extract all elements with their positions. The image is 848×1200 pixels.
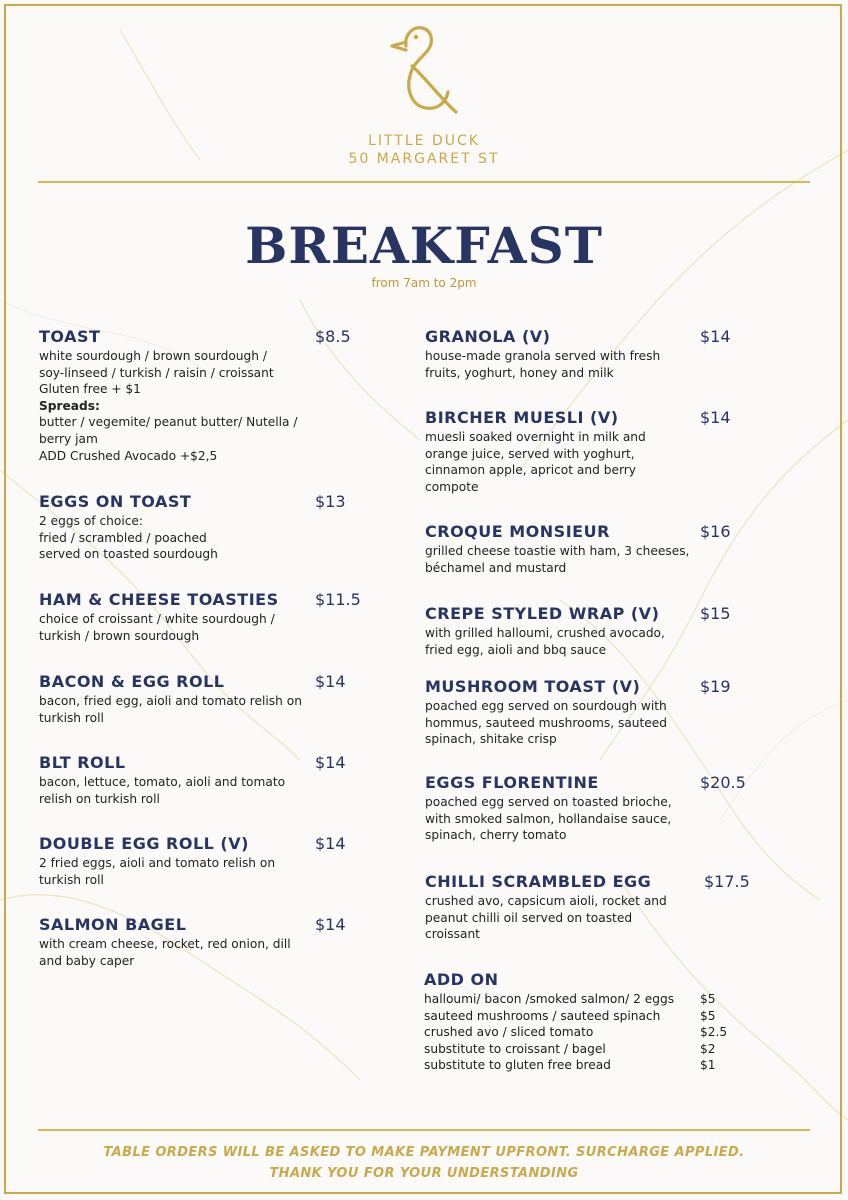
item-name: EGGS FLORENTINE xyxy=(425,773,599,792)
description-line: turkish roll xyxy=(39,872,104,887)
item-description xyxy=(425,625,755,658)
footer-notice-line1: TABLE ORDERS WILL BE ASKED TO MAKE PAYMENT UPFRONT. SURCHARGE APPLIED. xyxy=(103,1145,745,1160)
menu-item-eggs-on-toast xyxy=(39,492,369,563)
item-description xyxy=(425,893,755,943)
add-on-item: substitute to croissant / bagel xyxy=(424,1041,606,1056)
item-price: $20.5 xyxy=(700,773,746,792)
add-on-list xyxy=(424,991,744,1074)
description-line: house-made granola served with fresh xyxy=(425,349,661,363)
menu-item-mushroom-toast-v xyxy=(425,677,755,748)
description-line: ADD Crushed Avocado +$2,5 xyxy=(39,448,218,463)
item-name: BIRCHER MUESLI (V) xyxy=(425,408,619,427)
add-on-title: ADD ON xyxy=(424,970,499,989)
menu-title: BREAKFAST xyxy=(245,216,603,275)
menu-item-bacon-and-egg-roll xyxy=(39,672,369,726)
add-on-row xyxy=(424,991,744,1008)
description-line: peanut chilli oil served on toasted xyxy=(425,910,633,925)
item-description xyxy=(39,774,369,807)
add-on-item: halloumi/ bacon /smoked salmon/ 2 eggs xyxy=(424,992,675,1006)
header-divider xyxy=(38,181,810,183)
add-on-item: sauteed mushrooms / sauteed spinach xyxy=(424,1008,661,1023)
description-line: croissant xyxy=(425,927,480,942)
description-line: grilled cheese toastie with ham, 3 cheeses, xyxy=(425,544,690,558)
menu-item-ham-and-cheese-toasties xyxy=(39,590,369,644)
add-on-price: $5 xyxy=(700,1008,716,1023)
add-on-item: crushed avo / sliced tomato xyxy=(424,1025,594,1040)
menu-item-crepe-styled-wrap-v xyxy=(425,604,755,658)
description-line: hommus, sauteed mushrooms, sauteed xyxy=(425,715,668,730)
item-name: BACON & EGG ROLL xyxy=(39,672,225,691)
item-description xyxy=(425,543,755,576)
item-price: $8.5 xyxy=(315,327,351,346)
menu-item-toast xyxy=(39,327,369,464)
add-on-row xyxy=(424,1041,744,1058)
item-price: $14 xyxy=(315,672,346,691)
item-description xyxy=(39,693,369,726)
item-name: CHILLI SCRAMBLED EGG xyxy=(425,872,652,891)
menu-item-croque-monsieur xyxy=(425,522,755,576)
description-line: and baby caper xyxy=(39,953,135,968)
item-price: $14 xyxy=(315,834,346,853)
description-line: with smoked salmon, hollandaise sauce, xyxy=(425,811,672,826)
description-line: spinach, shitake crisp xyxy=(425,732,557,747)
description-line: bacon, lettuce, tomato, aioli and tomato xyxy=(39,775,286,789)
description-line: fried / scrambled / poached xyxy=(39,530,207,545)
item-price: $14 xyxy=(700,408,731,427)
add-on-row xyxy=(424,1024,744,1041)
item-name: MUSHROOM TOAST (V) xyxy=(425,677,641,696)
item-name: GRANOLA (V) xyxy=(425,327,551,346)
menu-item-eggs-florentine xyxy=(425,773,755,844)
description-line: served on toasted sourdough xyxy=(39,547,218,562)
add-on-section xyxy=(424,970,744,1074)
description-line: fruits, yoghurt, honey and milk xyxy=(425,365,614,380)
add-on-row xyxy=(424,1057,744,1074)
description-line: white sourdough / brown sourdough / xyxy=(39,349,267,363)
item-name: DOUBLE EGG ROLL (V) xyxy=(39,834,249,853)
item-description xyxy=(39,855,369,888)
add-on-row xyxy=(424,1008,744,1025)
description-line: fried egg, aioli and bbq sauce xyxy=(425,642,607,657)
description-line: béchamel and mustard xyxy=(425,560,567,575)
brand-name: LITTLE DUCK xyxy=(368,133,480,149)
item-price: $17.5 xyxy=(704,872,750,891)
description-line: Gluten free + $1 xyxy=(39,382,141,397)
description-line: 2 fried eggs, aioli and tomato relish on xyxy=(39,856,276,870)
description-line: turkish / brown sourdough xyxy=(39,628,200,643)
item-name: TOAST xyxy=(39,327,101,346)
description-line: cinnamon apple, apricot and berry xyxy=(425,463,636,478)
description-line: orange juice, served with yoghurt, xyxy=(425,446,635,461)
item-name: CREPE STYLED WRAP (V) xyxy=(425,604,660,623)
description-line: Spreads: xyxy=(39,398,100,413)
item-price: $13 xyxy=(315,492,346,511)
description-line: turkish roll xyxy=(39,710,104,725)
item-description xyxy=(425,429,755,495)
description-line: with cream cheese, rocket, red onion, dill xyxy=(39,937,291,951)
menu-hours: from 7am to 2pm xyxy=(371,276,477,290)
item-description xyxy=(425,698,755,748)
item-description xyxy=(425,348,755,381)
add-on-item: substitute to gluten free bread xyxy=(424,1058,611,1073)
item-price: $14 xyxy=(315,753,346,772)
item-price: $15 xyxy=(700,604,731,623)
item-price: $14 xyxy=(315,915,346,934)
brand-address: 50 MARGARET ST xyxy=(348,151,500,167)
description-line: poached egg served on toasted brioche, xyxy=(425,795,672,809)
footer-notice-line2: THANK YOU FOR YOUR UNDERSTANDING xyxy=(269,1166,579,1181)
description-line: soy-linseed / turkish / raisin / croissant xyxy=(39,365,274,380)
description-line: spinach, cherry tomato xyxy=(425,828,567,843)
description-line: choice of croissant / white sourdough / xyxy=(39,612,275,626)
item-description xyxy=(39,513,369,563)
description-line: bacon, fried egg, aioli and tomato relish on xyxy=(39,694,302,708)
description-line: berry jam xyxy=(39,431,98,446)
item-name: SALMON BAGEL xyxy=(39,915,187,934)
item-description xyxy=(425,794,755,844)
description-line: poached egg served on sourdough with xyxy=(425,699,667,713)
description-line: relish on turkish roll xyxy=(39,791,160,806)
item-description xyxy=(39,936,369,969)
item-description xyxy=(39,611,369,644)
description-line: with grilled halloumi, crushed avocado, xyxy=(425,626,665,640)
menu-item-chilli-scrambled-egg xyxy=(425,872,755,943)
add-on-price: $5 xyxy=(700,992,716,1006)
item-price: $11.5 xyxy=(315,590,361,609)
description-line: butter / vegemite/ peanut butter/ Nutella / xyxy=(39,415,298,430)
add-on-price: $1 xyxy=(700,1058,716,1073)
description-line: compote xyxy=(425,479,479,494)
item-description xyxy=(39,348,369,464)
item-price: $19 xyxy=(700,677,731,696)
duck-ampersand-logo-icon xyxy=(384,20,464,118)
item-price: $14 xyxy=(700,327,731,346)
description-line: muesli soaked overnight in milk and xyxy=(425,430,646,444)
menu-item-double-egg-roll-v xyxy=(39,834,369,888)
menu-item-granola-v xyxy=(425,327,755,381)
item-name: CROQUE MONSIEUR xyxy=(425,522,610,541)
add-on-price: $2 xyxy=(700,1041,716,1056)
description-line: crushed avo, capsicum aioli, rocket and xyxy=(425,894,667,908)
description-line: 2 eggs of choice: xyxy=(39,514,144,528)
menu-item-salmon-bagel xyxy=(39,915,369,969)
footer-divider xyxy=(38,1129,810,1131)
menu-item-bircher-muesli-v xyxy=(425,408,755,495)
add-on-price: $2.5 xyxy=(700,1025,728,1040)
menu-item-blt-roll xyxy=(39,753,369,807)
item-name: HAM & CHEESE TOASTIES xyxy=(39,590,279,609)
item-name: BLT ROLL xyxy=(39,753,126,772)
item-price: $16 xyxy=(700,522,731,541)
item-name: EGGS ON TOAST xyxy=(39,492,192,511)
